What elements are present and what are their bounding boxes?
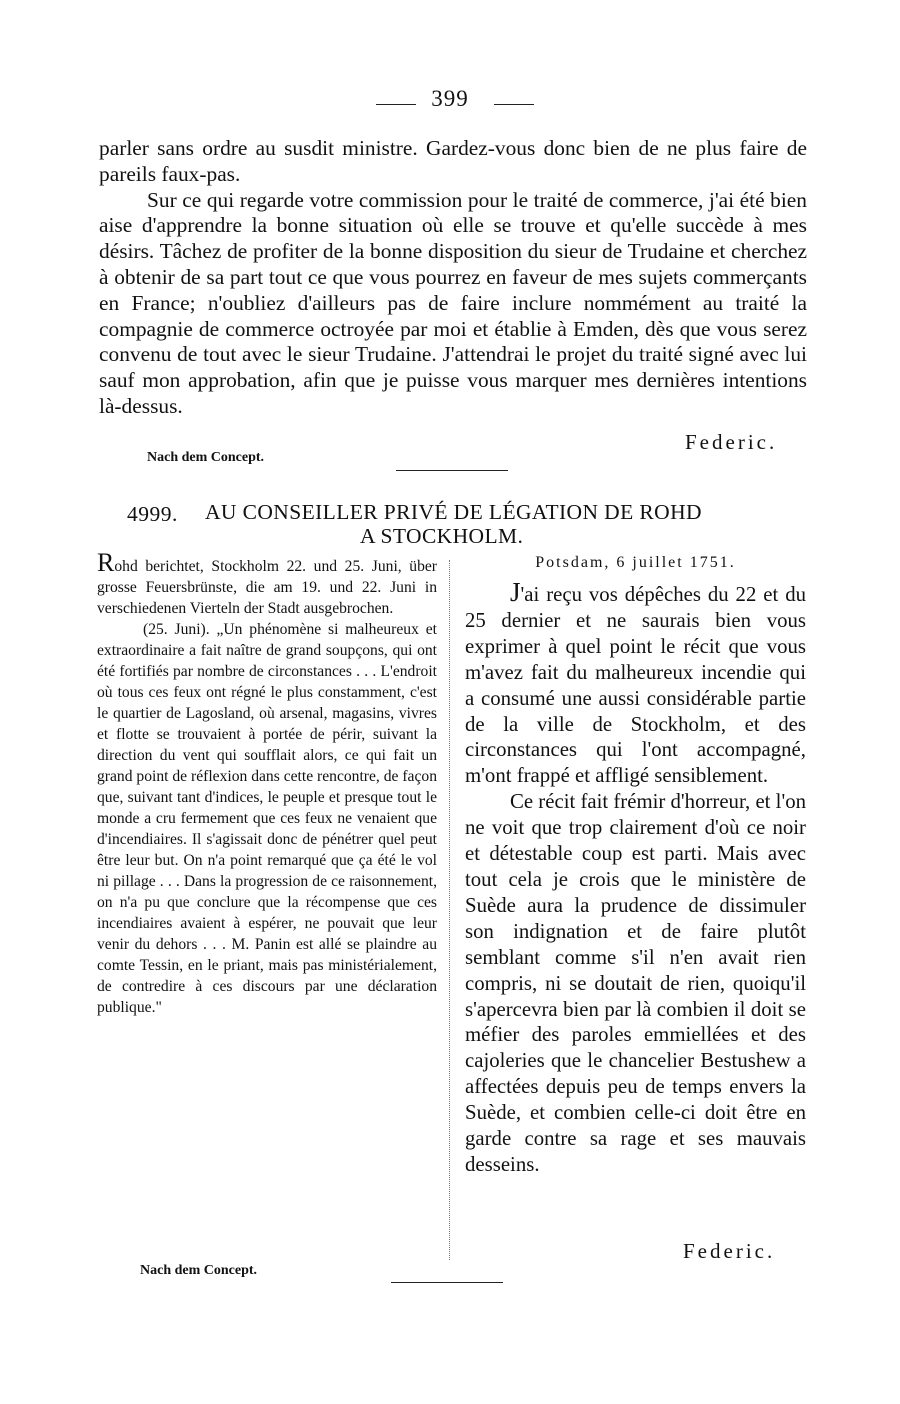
letter-continuation [99,136,807,420]
column-divider [449,560,450,1260]
summary-column [97,548,437,1018]
signature-bottom: Federic. [683,1239,776,1263]
letter-title-line-2: A STOCKHOLM. [360,524,524,548]
report-quote: (25. Juni). „Un phénomène si malheureux et extraordinaire a fait naître de grand soupçons, qui ont été fortifiés par nombre de circonstances . . . L'endroit où tous ces feux ont régné le plus constamment, c'est le quartier de Lagosland, où arsenal, magasins, vivres et flotte se trouvaient à portée de périr, suivant la direction du vent qui soufflait alors, ce qui fait un grand point de réflexion dans cette rencontre, de façon que, suivant tant d'indices, le peuple et presque tout le monde a cru fermement que ces feux ne venaient que d'incendiaires. Il s'agissait donc de pénétrer quel peut être leur but. On n'a point remarqué que ça été le vol ni pillage . . . Dans la progression de ce raisonnement, on n'a pu que conclure que la récompense que ces incendiaires avaient à espérer, ne pouvait que leur venir du dehors . . . M. Panin est allé se plaindre au comte Tessin, en le priant, mais pas ministérialement, de contredire à ces discours par une déclaration publique." [97,621,437,1016]
signature-top: Federic. [685,430,778,454]
end-rule [391,1282,503,1283]
letter-body-column [465,552,806,1178]
continuation-paragraph-1: parler sans ordre au susdit ministre. Gardez-vous donc bien de ne plus faire de pareils faux-pas. [99,136,807,186]
body-paragraph-1-text: 'ai reçu vos dépêches du 22 et du 25 dernier et ne saurais bien vous exprimer à quel point le récit que vous m'avez fait du malheureux incendie qui a consumé une aussi considérable partie de la ville de Stockholm, et des circonstances qui l'ont accompagné, m'ont frappé et affligé sensiblement. [465,583,806,788]
page-number-rule-right [494,104,534,105]
letter-title-line-1: AU CONSEILLER PRIVÉ DE LÉGATION DE ROHD [205,500,702,524]
body-paragraph-2: Ce récit fait frémir d'horreur, et l'on ne voit que trop clairement d'où ce noir et détestable coup est parti. Mais avec tout cela je crois que le ministère de Suède aura la prudence de dissimuler son indignation et de faire plutôt semblant comme s'il n'en avait rien compris, ni se doutait de rien, quoiqu'il s'apercevra bien par là combien il doit se méfier des paroles emmiellées et des cajoleries que le chancelier Bestushew a affectées depuis peu de temps envers la Suède, et combien celle-ci doit être en garde contre sa rage et ses mauvais desseins. [465,790,806,1176]
summary-initial: R [97,548,115,577]
summary-text: ohd berichtet, Stockholm 22. und 25. Juni, über grosse Feuersbrünste, die am 19. und 22. Juni in verschiedenen Vierteln der Stadt ausgebrochen. [97,558,437,617]
letter-number: 4999. [127,502,178,526]
continuation-paragraph-2: Sur ce qui regarde votre commission pour le traité de commerce, j'ai été bien aise d'apprendre la bonne situation où elle se trouve et qu'elle succède à mes désirs. Tâchez de profiter de la bonne disposition du sieur de Trudaine et cherchez à obtenir de sa part tout ce que vous pourrez en faveur de mes sujets commerçants en France; n'oubliez d'ailleurs pas de faire inclure nommément au traité la compagnie de commerce octroyée par moi et établie à Emden, dès que vous serez convenu de tout avec le sieur Trudaine. J'attendrai le projet du traité signé avec lui sauf mon approbation, afin que je puisse vous marquer mes dernières intentions là-dessus. [99,187,807,418]
page-number: 399 [431,86,469,111]
section-divider-rule [396,470,508,471]
summary-paragraph [97,548,437,619]
dateline: Potsdam, 6 juillet 1751. [535,554,736,571]
body-paragraph-1 [465,577,806,789]
body-initial: J [510,577,521,607]
source-note-bottom: Nach dem Concept. [140,1263,258,1278]
source-note-top: Nach dem Concept. [147,450,265,465]
